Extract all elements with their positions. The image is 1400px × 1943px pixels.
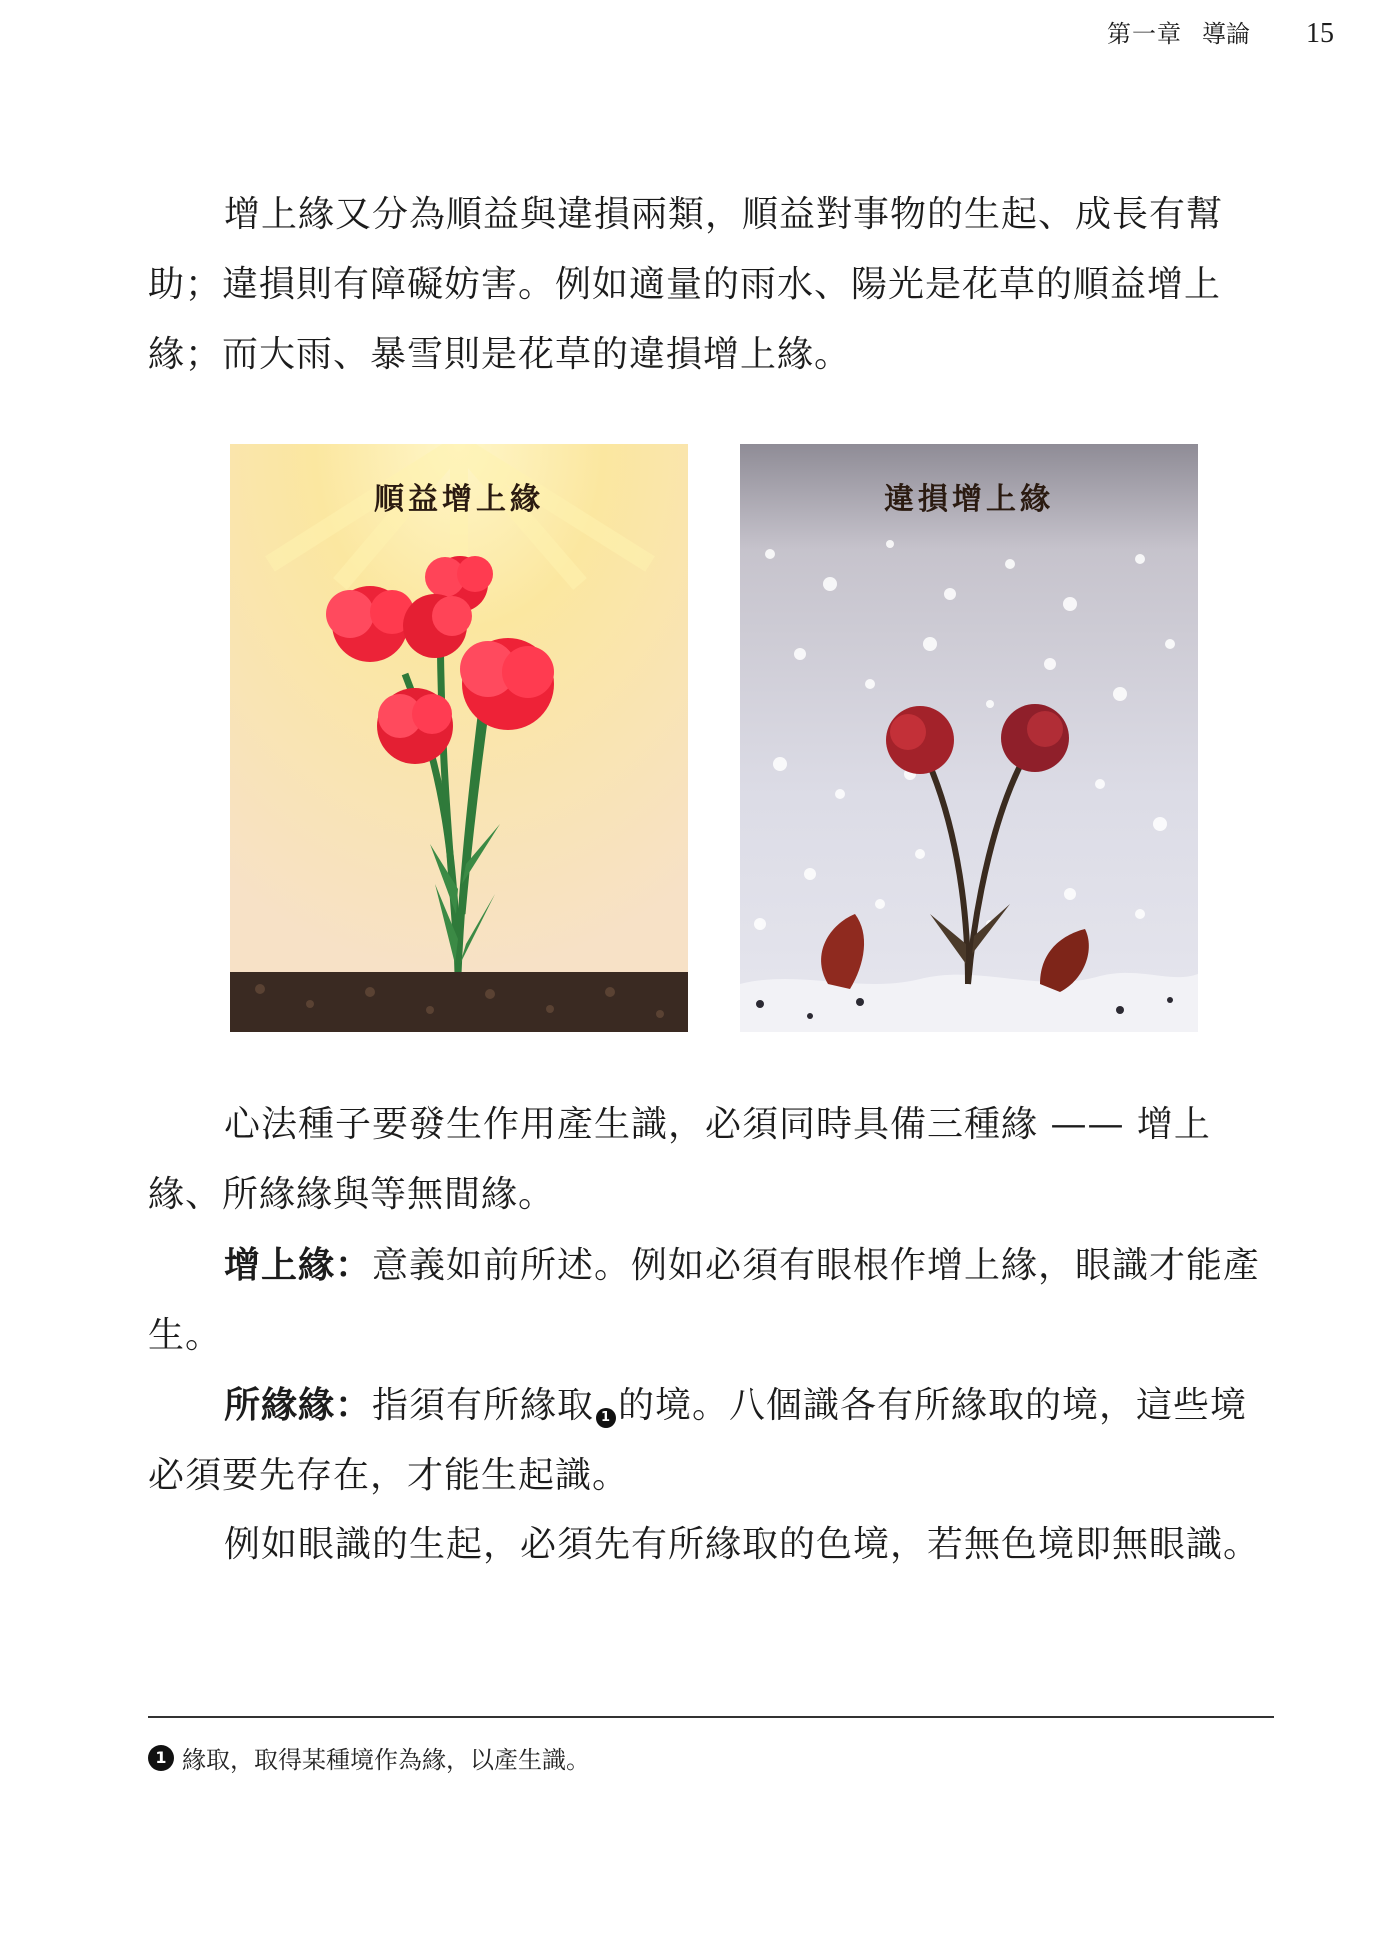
figure-label-adverse: 違損增上緣 — [884, 482, 1054, 517]
paragraph-dominant-condition — [148, 1230, 1274, 1371]
figure-favorable-condition — [230, 444, 688, 1032]
definition-object-condition-a: 指須有所緣取 — [372, 1385, 595, 1426]
adverse-flower-illustration — [740, 444, 1198, 1032]
figure-label-favorable: 順益增上緣 — [374, 482, 544, 517]
footnote-text: 緣取，取得某種境作為緣，以產生識。 — [182, 1746, 590, 1774]
footnote-reference[interactable]: 1 — [596, 1408, 616, 1428]
footnote-marker: 1 — [148, 1745, 174, 1771]
chapter-title: 第一章 — [1107, 20, 1182, 48]
paragraph-three-conditions: 心法種子要發生作用產生識，必須同時具備三種緣 —— 增上緣、所緣緣與等無間緣。 — [148, 1104, 1211, 1215]
term-dominant-condition: 增上緣： — [224, 1244, 373, 1286]
definition-dominant-condition: 意義如前所述。例如必須有眼根作增上緣，眼識才能產生。 — [148, 1245, 1261, 1356]
favorable-flower-illustration — [230, 444, 688, 1032]
footnote — [148, 1740, 590, 1775]
definition-object-condition-b: 的境。八個識各有所緣取的境，這些境必須要先存在，才能生起識。 — [148, 1385, 1248, 1496]
paragraph-growth-conditions: 增上緣又分為順益與違損兩類，順益對事物的生起、成長有幫助；違損則有障礙妨害。例如適量的雨水、陽光是花草的順益增上緣；而大雨、暴雪則是花草的違損增上緣。 — [148, 194, 1224, 375]
section-title: 導論 — [1202, 20, 1250, 48]
footnote-divider — [148, 1716, 1274, 1718]
page-number: 15 — [1306, 18, 1334, 49]
paragraph-eye-consciousness-example: 例如眼識的生起，必須先有所緣取的色境，若無色境即無眼識。 — [224, 1524, 1261, 1565]
running-head — [1107, 14, 1334, 50]
term-object-condition: 所緣緣： — [224, 1384, 373, 1426]
paragraph-object-condition — [148, 1370, 1274, 1511]
figure-adverse-condition — [740, 444, 1198, 1032]
